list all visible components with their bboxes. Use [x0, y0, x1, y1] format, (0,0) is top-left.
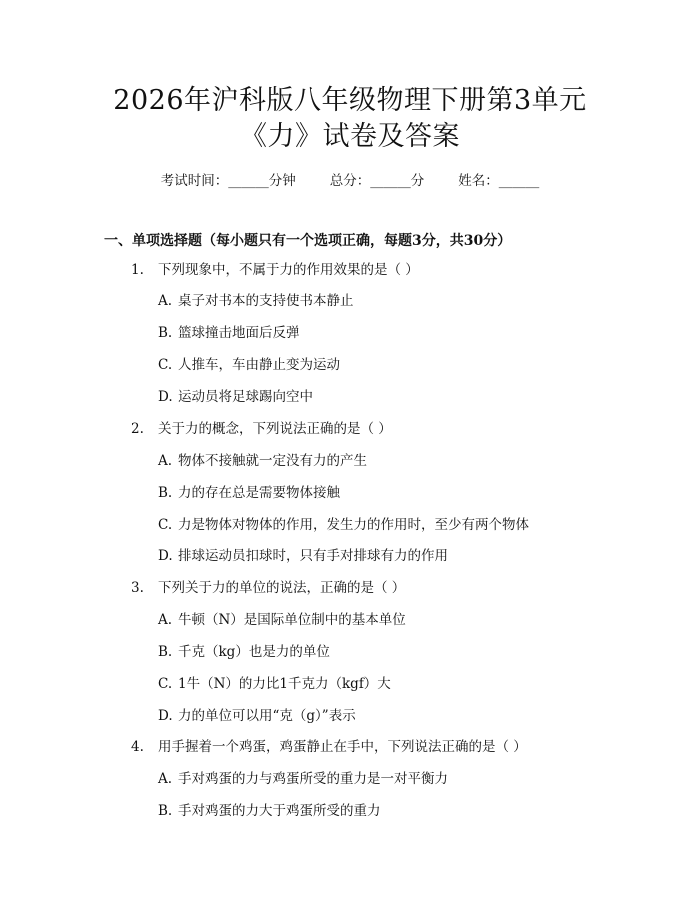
option-text: 手对鸡蛋的力大于鸡蛋所受的重力	[178, 803, 381, 819]
option-3-a	[158, 610, 406, 630]
option-letter: C.	[158, 517, 173, 533]
exam-time-field: 考试时间：______分钟	[160, 173, 296, 189]
option-2-b	[158, 483, 340, 503]
question-stem: 关于力的概念，下列说法正确的是（ ）	[158, 421, 392, 437]
exam-meta	[0, 169, 700, 189]
option-text: 人推车，车由静止变为运动	[178, 357, 340, 373]
option-letter: C.	[158, 357, 173, 373]
option-1-d	[158, 387, 313, 407]
option-text: 篮球撞击地面后反弹	[178, 325, 300, 341]
option-text: 力是物体对物体的作用，发生力的作用时，至少有两个物体	[178, 517, 529, 533]
option-text: 牛顿（N）是国际单位制中的基本单位	[178, 612, 406, 628]
option-letter: B.	[158, 325, 173, 341]
question-number: 3.	[131, 580, 144, 596]
option-letter: B.	[158, 803, 173, 819]
name-field: 姓名：______	[458, 173, 540, 189]
option-2-d	[158, 546, 448, 566]
option-4-b	[158, 801, 381, 821]
option-letter: A.	[158, 293, 173, 309]
option-letter: D.	[158, 389, 173, 405]
option-text: 运动员将足球踢向空中	[178, 389, 313, 405]
option-letter: D.	[158, 708, 173, 724]
option-text: 力的单位可以用“克（g）”表示	[178, 708, 356, 724]
question-number: 2.	[131, 421, 144, 437]
question-stem: 下列关于力的单位的说法，正确的是（ ）	[158, 580, 406, 596]
option-text: 物体不接触就一定没有力的产生	[178, 453, 367, 469]
option-1-a	[158, 291, 354, 311]
option-text: 1牛（N）的力比1千克力（kgf）大	[178, 676, 391, 692]
option-text: 桌子对书本的支持使书本静止	[178, 293, 354, 309]
option-letter: A.	[158, 612, 173, 628]
question-stem: 用手握着一个鸡蛋，鸡蛋静止在手中，下列说法正确的是（ ）	[158, 739, 527, 755]
option-3-d	[158, 706, 356, 726]
question-number: 4.	[131, 739, 144, 755]
option-4-a	[158, 769, 448, 789]
option-text: 排球运动员扣球时，只有手对排球有力的作用	[178, 548, 448, 564]
option-text: 力的存在总是需要物体接触	[178, 485, 340, 501]
option-1-b	[158, 323, 300, 343]
option-letter: D.	[158, 548, 173, 564]
option-letter: A.	[158, 771, 173, 787]
question-number: 1.	[131, 262, 144, 278]
option-3-c	[158, 674, 391, 694]
option-letter: C.	[158, 676, 173, 692]
option-letter: A.	[158, 453, 173, 469]
option-3-b	[158, 642, 330, 662]
option-1-c	[158, 355, 340, 375]
option-2-a	[158, 451, 367, 471]
question-stem: 下列现象中，不属于力的作用效果的是（ ）	[158, 262, 419, 278]
option-2-c	[158, 515, 529, 535]
total-score-field: 总分：______分	[329, 173, 425, 189]
option-text: 手对鸡蛋的力与鸡蛋所受的重力是一对平衡力	[178, 771, 448, 787]
page-title-line-1: 2026年沪科版八年级物理下册第3单元	[113, 85, 587, 116]
option-letter: B.	[158, 485, 173, 501]
section-heading-single-choice: 一、单项选择题（每小题只有一个选项正确，每题3分，共30分）	[104, 233, 512, 249]
page-title-line-2: 《力》试卷及答案	[240, 121, 460, 152]
option-letter: B.	[158, 644, 173, 660]
option-text: 千克（kg）也是力的单位	[178, 644, 330, 660]
